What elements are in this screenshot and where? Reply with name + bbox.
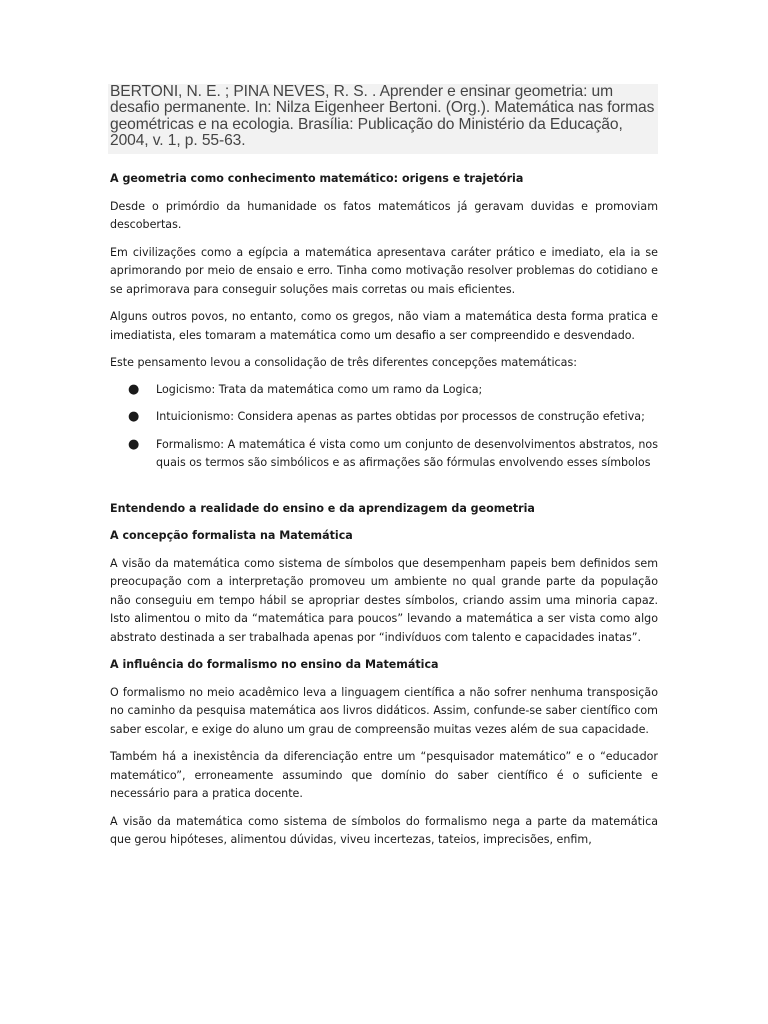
section-heading-origins: A geometria como conhecimento matemático: origens e trajetória	[110, 172, 524, 185]
paragraph: Alguns outros povos, no entanto, como os gregos, não viam a matemática desta forma pratica e imediatista, eles tomaram a matemática como um desafio a ser compreendido e desvendado.	[110, 310, 658, 342]
paragraph: Este pensamento levou a consolidação de três diferentes concepções matemáticas:	[110, 356, 577, 369]
bullet-icon: ●	[128, 409, 140, 424]
conceptions-list	[110, 381, 658, 473]
subheading-formalist: A concepção formalista na Matemática	[110, 529, 353, 542]
document-body	[110, 170, 658, 850]
bullet-icon: ●	[128, 381, 140, 397]
bibliographic-reference: BERTONI, N. E. ; PINA NEVES, R. S. . Aprender e ensinar geometria: um desafio permanente. In: Nilza Eigenheer Bertoni. (Org.). Matemática nas formas geométricas e na ecologia. Brasília: Publicação do Ministério da Educação, 2004, v. 1, p. 55-63.	[110, 83, 655, 149]
paragraph: A visão da matemática como sistema de símbolos que desempenham papeis bem definidos sem preocupação com a interpretação promoveu um ambiente no qual grande parte da população não conseguiu em tempo hábil se apropriar destes símbolos, criando assim uma minoria capaz. Isto alimentou o mito da “matemática para poucos” levando a matemática a ser vista como algo abstrato destinada a ser trabalhada apenas por “indivíduos com talento e capacidades inatas”.	[110, 556, 658, 644]
paragraph: Desde o primórdio da humanidade os fatos matemáticos já geravam duvidas e promoviam descobertas.	[110, 199, 658, 231]
paragraph: Também há a inexistência da diferenciação entre um “pesquisador matemático” e o “educador matemático”, erroneamente assumindo que domínio do saber científico é o suficiente e necessário para a pratica docente.	[110, 750, 658, 800]
subheading-influence: A influência do formalismo no ensino da Matemática	[110, 658, 439, 671]
section-heading-reality: Entendendo a realidade do ensino e da aprendizagem da geometria	[110, 501, 535, 515]
list-item: ● Logicismo: Trata da matemática como um ramo da Logica;	[110, 381, 658, 400]
paragraph: O formalismo no meio acadêmico leva a linguagem científica a não sofrer nenhuma transposição no caminho da pesquisa matemática aos livros didáticos. Assim, confunde-se saber científico com saber escolar, e exige do aluno um grau de compreensão muitas vezes além de sua capacidade.	[110, 685, 658, 736]
paragraph: Em civilizações como a egípcia a matemática apresentava caráter prático e imediato, ela ia se aprimorando por meio de ensaio e erro. Tinha como motivação resolver problemas do cotidiano e se aprimorava para conseguir soluções mais corretas ou mais eficientes.	[110, 245, 658, 296]
paragraph: A visão da matemática como sistema de símbolos do formalismo nega a parte da matemática que gerou hipóteses, alimentou dúvidas, viveu incertezas, tateios, imprecisões, enfim,	[110, 814, 658, 846]
list-item: ● Intuicionismo: Considera apenas as partes obtidas por processos de construção efetiva;	[110, 408, 658, 427]
bullet-icon: ●	[128, 436, 140, 452]
list-item: ● Formalismo: A matemática é vista como um conjunto de desenvolvimentos abstratos, nos quais os termos são simbólicos e as afirmações são fórmulas envolvendo esses símbolos	[128, 436, 658, 469]
